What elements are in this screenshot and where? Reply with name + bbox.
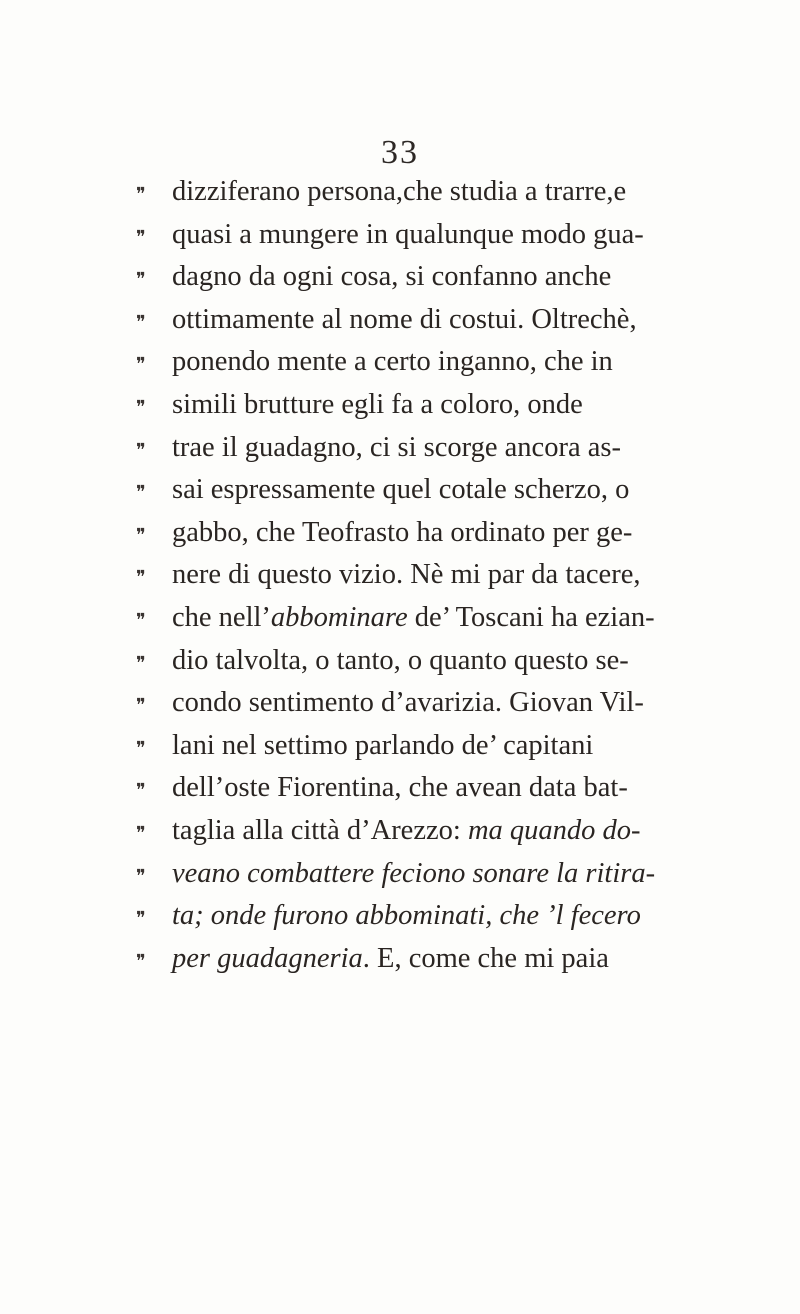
text-run: condo sentimento d’avarizia. Giovan Vil- (172, 687, 644, 719)
quotation-mark-glyph: ❞ (136, 737, 145, 758)
text-line (136, 900, 696, 943)
text-run: . E, come che mi paia (362, 942, 609, 974)
text-line (136, 346, 696, 389)
quotation-mark-glyph: ❞ (136, 354, 145, 375)
text-line (136, 389, 696, 432)
line-text (172, 900, 641, 932)
quotation-mark-glyph: ❞ (136, 609, 145, 630)
line-text (172, 517, 632, 549)
line-text (172, 474, 629, 506)
italic-text-run: ta; onde furono abbominati, che ’l fecero (172, 900, 641, 932)
text-run: dagno da ogni cosa, si confanno anche (172, 261, 612, 293)
quotation-mark-glyph: ❞ (136, 822, 145, 843)
quotation-mark-glyph: ❞ (136, 950, 145, 971)
line-text (172, 432, 621, 464)
quotation-mark-glyph: ❞ (136, 439, 145, 460)
quotation-mark-glyph: ❞ (136, 780, 145, 801)
italic-text-run: ma quando do- (467, 814, 641, 846)
text-run: simili brutture egli fa a coloro, onde (172, 388, 583, 420)
text-line (136, 730, 696, 773)
quotation-mark-glyph: ❞ (136, 184, 145, 204)
text-run: nere di questo vizio. Nè mi par da tacere, (172, 559, 641, 591)
line-text (172, 645, 629, 677)
quotation-mark-glyph: ❞ (136, 226, 145, 247)
text-run: che nell’ (172, 601, 271, 633)
page-number: 33 (381, 134, 419, 171)
text-line (136, 858, 696, 901)
text-run: lani nel settimo parlando de’ capitani (172, 729, 594, 761)
quotation-mark-glyph: ❞ (136, 396, 145, 417)
line-text (172, 730, 593, 762)
text-run: de’ Toscani ha ezian- (407, 601, 655, 633)
line-text (172, 858, 655, 890)
text-run: trae il guadagno, ci si scorge ancora as- (172, 431, 621, 463)
text-line (136, 602, 696, 645)
quotation-mark-glyph: ❞ (136, 865, 145, 886)
line-text (172, 772, 628, 804)
text-run: sai espressamente quel cotale scherzo, o (172, 474, 630, 506)
quotation-mark-glyph: ❞ (136, 567, 145, 588)
text-line (136, 261, 696, 304)
line-text (172, 815, 641, 847)
line-text (172, 219, 644, 251)
text-line (136, 219, 696, 262)
quotation-mark-glyph: ❞ (136, 524, 145, 545)
line-text (172, 261, 611, 293)
text-run: dio talvolta, o tanto, o quanto questo se- (172, 644, 629, 676)
text-line (136, 559, 696, 602)
body-text (136, 176, 696, 985)
text-line (136, 645, 696, 688)
text-line (136, 474, 696, 517)
quotation-mark-glyph: ❞ (136, 908, 145, 929)
text-run: gabbo, che Teofrasto ha ordinato per ge- (172, 516, 633, 548)
quotation-mark-glyph: ❞ (136, 652, 145, 673)
line-text (172, 943, 609, 975)
text-run: ponendo mente a certo inganno, che in (172, 346, 613, 378)
text-run: dizziferano persona,che studia a trarre,e (172, 176, 627, 207)
line-text (172, 559, 640, 591)
line-text (172, 304, 637, 336)
text-run: dell’oste Fiorentina, che avean data bat- (172, 772, 628, 804)
text-line (136, 432, 696, 475)
quotation-mark-glyph: ❞ (136, 482, 145, 503)
text-run: ottimamente al nome di costui. Oltrechè, (172, 303, 637, 335)
italic-text-run: veano combattere feciono sonare la ritira- (172, 857, 656, 889)
text-line (136, 687, 696, 730)
italic-text-run: abbominare (270, 601, 408, 633)
line-text (172, 602, 655, 634)
text-line (136, 176, 696, 219)
text-line (136, 943, 696, 986)
text-run: quasi a mungere in qualunque modo gua- (172, 218, 644, 250)
text-line (136, 304, 696, 347)
line-text (172, 687, 644, 719)
text-line (136, 772, 696, 815)
line-text (172, 346, 613, 378)
quotation-mark-glyph: ❞ (136, 269, 145, 290)
line-text (172, 176, 626, 208)
text-line (136, 815, 696, 858)
quotation-mark-glyph: ❞ (136, 695, 145, 716)
quotation-mark-glyph: ❞ (136, 311, 145, 332)
text-line (136, 517, 696, 560)
italic-text-run: per guadagneria (172, 942, 363, 974)
text-run: taglia alla città d’Arezzo: (172, 814, 468, 846)
line-text (172, 389, 583, 421)
